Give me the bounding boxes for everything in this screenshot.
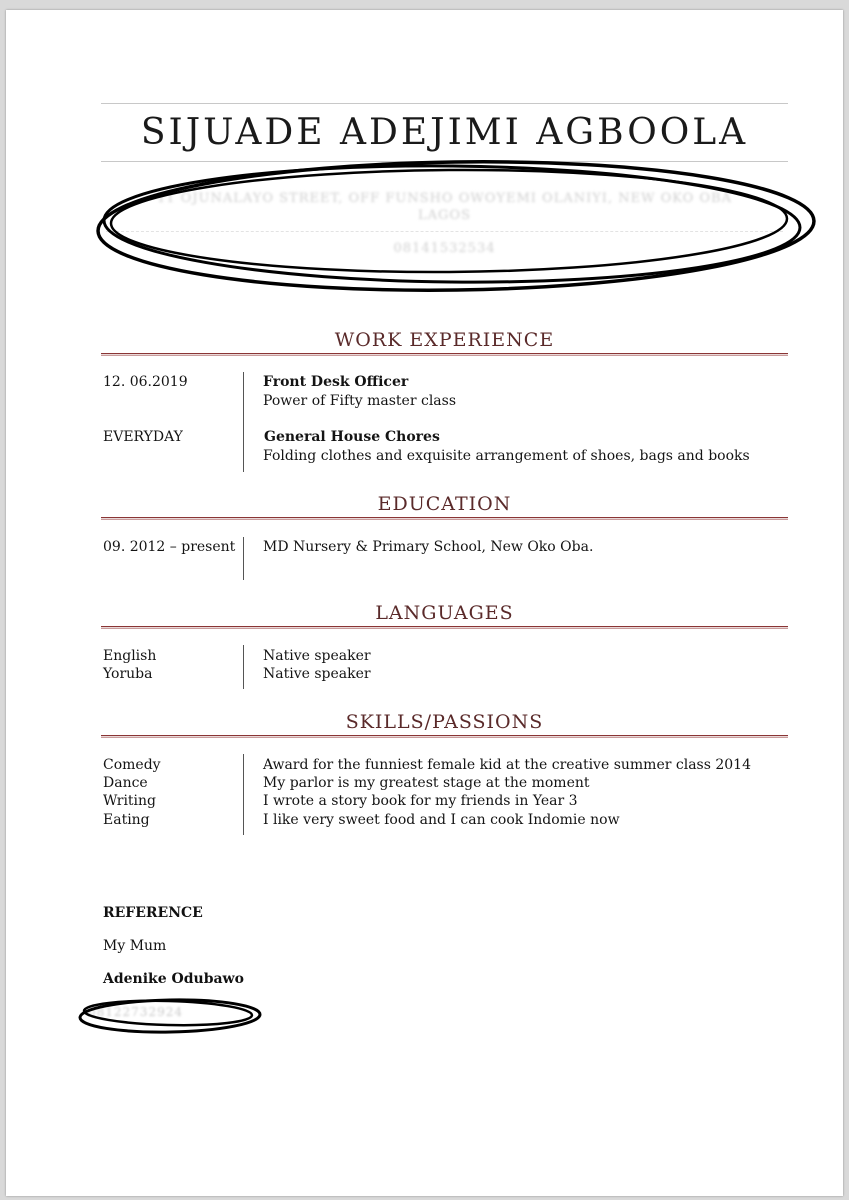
section-title-languages: LANGUAGES [375, 602, 514, 624]
work-entry-2-date: EVERYDAY [103, 429, 183, 445]
section-rule-languages [101, 626, 788, 629]
reference-phone: 08122732924 [88, 1005, 183, 1019]
section-title-skills: SKILLS/PASSIONS [345, 711, 544, 733]
education-entry-1-date: 09. 2012 – present [103, 539, 236, 555]
work-entry-1-role: Front Desk Officer [263, 374, 409, 390]
work-entry-2-detail: Folding clothes and exquisite arrangement of shoes, bags and books [263, 448, 750, 464]
section-rule-education [101, 517, 788, 520]
skill-1-detail: Award for the funniest female kid at the creative summer class 2014 [263, 757, 751, 773]
section-title-work-experience: WORK EXPERIENCE [334, 329, 555, 351]
skill-2-name: Dance [103, 775, 148, 791]
work-entry-1-date: 12. 06.2019 [103, 374, 188, 390]
section-rule-work-experience [101, 353, 788, 356]
section-rule-skills [101, 735, 788, 738]
skill-4-name: Eating [103, 812, 150, 828]
reference-name: Adenike Odubawo [103, 971, 244, 987]
candidate-name: SIJUADE ADEJIMI AGBOOLA [140, 112, 749, 153]
address-line-1: 11 OJUNALAYO STREET, OFF FUNSHO OWOYEMI OLANIYI, NEW OKO OBA [157, 191, 732, 206]
skill-2-detail: My parlor is my greatest stage at the moment [263, 775, 590, 791]
language-1-name: English [103, 648, 157, 664]
language-2-level: Native speaker [263, 666, 371, 682]
reference-relation: My Mum [103, 938, 167, 954]
education-entry-1-detail: MD Nursery & Primary School, New Oko Oba. [263, 539, 594, 555]
resume-page [6, 10, 843, 1196]
name-header [101, 103, 788, 162]
language-2-name: Yoruba [103, 666, 153, 682]
contact-divider [106, 231, 783, 232]
skill-4-detail: I like very sweet food and I can cook Indomie now [263, 812, 620, 828]
languages-divider-bar [243, 645, 244, 689]
work-entry-1-detail: Power of Fifty master class [263, 393, 457, 409]
skills-divider-bar [243, 754, 244, 835]
reference-title: REFERENCE [103, 905, 203, 921]
skill-1-name: Comedy [103, 757, 161, 773]
skill-3-detail: I wrote a story book for my friends in Year 3 [263, 793, 578, 809]
education-divider-bar [243, 537, 244, 580]
section-title-education: EDUCATION [377, 493, 512, 515]
contact-phone: 08141532534 [393, 241, 496, 256]
work-divider-bar [243, 372, 244, 472]
contact-info [101, 190, 788, 257]
skill-3-name: Writing [103, 793, 157, 809]
address-line-2: LAGOS [418, 208, 471, 223]
work-entry-2-role: General House Chores [264, 429, 440, 445]
language-1-level: Native speaker [263, 648, 371, 664]
